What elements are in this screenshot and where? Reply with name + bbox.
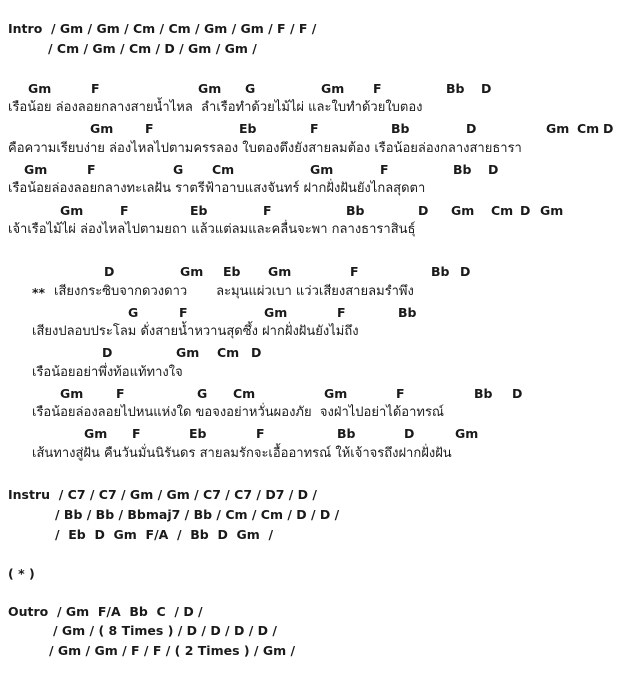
chord: Cm: [491, 203, 514, 218]
verse-1-lyric-line-4: เจ้าเรือไม้ไผ่ ล่องไหลไปตามยถา แล้วแต่ลมและคลื่นจะพา กลางธาราสินธุ์: [8, 222, 416, 237]
chorus-marker: **: [32, 285, 46, 300]
chord: Gm: [90, 121, 114, 136]
repeat-marker: ( * ): [8, 566, 35, 581]
chord: D: [418, 203, 429, 218]
chord: F: [373, 81, 382, 96]
chord: G: [173, 162, 184, 177]
chord: Bb: [337, 426, 356, 441]
chord: D: [481, 81, 492, 96]
chord: D: [102, 345, 113, 360]
chord: D: [512, 386, 523, 401]
chord: Gm: [268, 264, 292, 279]
chord: D: [466, 121, 477, 136]
chorus-lyric-line-2: เสียงปลอบประโลม ดั่งสายน้ำหวานสุดซึ้ง ฝากฝั่งฝันยังไม่ถึง: [32, 324, 359, 339]
chord: Gm: [310, 162, 334, 177]
chord: Eb: [189, 426, 207, 441]
chord: F: [120, 203, 129, 218]
chord: Bb: [398, 305, 417, 320]
chord: D: [251, 345, 262, 360]
chord: Cm: [577, 121, 600, 136]
chord: Bb: [453, 162, 472, 177]
chord: F: [145, 121, 154, 136]
verse-1-lyric-line-2: คือความเรียบง่าย ล่องไหลไปตามครรลอง ใบตองตึงยังสายลมต้อง เรือน้อยล่องกลางสายธารา: [8, 141, 522, 156]
chord: Bb: [346, 203, 365, 218]
chord: F: [91, 81, 100, 96]
chord: D: [404, 426, 415, 441]
verse-1-lyric-line-1: เรือน้อย ล่องลอยกลางสายน้ำไหล ลำเรือทำด้วยไม้ไผ่ และใบทำด้วยใบตอง: [8, 100, 423, 115]
chord: D: [488, 162, 499, 177]
chorus-lyric-line-5: เส้นทางสู่ฝัน คืนวันมั่นนิรันดร สายลมรักจะเอื้ออาทรณ์ ให้เจ้าจรถึงฝากฝั่งฝัน: [32, 446, 452, 461]
chord: Gm: [60, 203, 84, 218]
chord: F: [116, 386, 125, 401]
chord: G: [245, 81, 256, 96]
chord: Cm: [212, 162, 235, 177]
chord: Gm: [264, 305, 288, 320]
instru-line-1: Instru / C7 / C7 / Gm / Gm / C7 / C7 / D7 / D /: [8, 487, 317, 502]
chord: F: [396, 386, 405, 401]
chord: Gm: [324, 386, 348, 401]
chord: Bb: [446, 81, 465, 96]
chord: Gm: [84, 426, 108, 441]
chord: Gm: [180, 264, 204, 279]
chord: F: [350, 264, 359, 279]
chord: F: [263, 203, 272, 218]
chord: Gm: [176, 345, 200, 360]
chord: F: [256, 426, 265, 441]
chord: F: [380, 162, 389, 177]
intro-line-1: Intro / Gm / Gm / Cm / Cm / Gm / Gm / F / F /: [8, 21, 317, 36]
chord: Bb: [474, 386, 493, 401]
chord: Bb: [431, 264, 450, 279]
chord: Gm: [28, 81, 52, 96]
chord: Gm: [455, 426, 479, 441]
chord: D: [603, 121, 614, 136]
chord: Bb: [391, 121, 410, 136]
chord: F: [87, 162, 96, 177]
chord: D: [520, 203, 531, 218]
chord: Cm: [217, 345, 240, 360]
outro-line-2: / Gm / ( 8 Times ) / D / D / D / D /: [53, 623, 277, 638]
chord: G: [197, 386, 208, 401]
chord: Gm: [451, 203, 475, 218]
instru-line-2: / Bb / Bb / Bbmaj7 / Bb / Cm / Cm / D / D /: [55, 507, 340, 522]
chord: D: [104, 264, 115, 279]
chord: Gm: [60, 386, 84, 401]
chord: Gm: [24, 162, 48, 177]
chord: Gm: [198, 81, 222, 96]
chord: F: [132, 426, 141, 441]
chord: D: [460, 264, 471, 279]
outro-line-3: / Gm / Gm / F / F / ( 2 Times ) / Gm /: [49, 643, 296, 658]
chord: F: [179, 305, 188, 320]
chord: F: [310, 121, 319, 136]
chorus-lyric-line-3: เรือน้อยอย่าพึ่งท้อแท้ทางใจ: [32, 365, 183, 380]
chord: Cm: [233, 386, 256, 401]
outro-line-1: Outro / Gm F/A Bb C / D /: [8, 604, 203, 619]
chord: Gm: [540, 203, 564, 218]
chord: Eb: [190, 203, 208, 218]
instru-line-3: / Eb D Gm F/A / Bb D Gm /: [55, 527, 274, 542]
chord: G: [128, 305, 139, 320]
chorus-lyric-line-1: เสียงกระซิบจากดวงดาว ละมุนแผ่วเบา แว่วเสียงสายลมรำพึง: [54, 284, 414, 299]
chord: Gm: [321, 81, 345, 96]
verse-1-lyric-line-3: เรือน้อยล่องลอยกลางทะเลฝัน ราตรีฟ้าอาบแสงจันทร์ ฝากฝั่งฝันยังไกลสุดตา: [8, 181, 426, 196]
chord: Eb: [239, 121, 257, 136]
chord: F: [337, 305, 346, 320]
chorus-lyric-line-4: เรือน้อยล่องลอยไปหนแห่งใด ขอจงอย่าหวั่นผองภัย จงฝ่าไปอย่าได้อาทรณ์: [32, 405, 444, 420]
chord: Gm: [546, 121, 570, 136]
chord: Eb: [223, 264, 241, 279]
intro-line-2: / Cm / Gm / Cm / D / Gm / Gm /: [48, 41, 257, 56]
